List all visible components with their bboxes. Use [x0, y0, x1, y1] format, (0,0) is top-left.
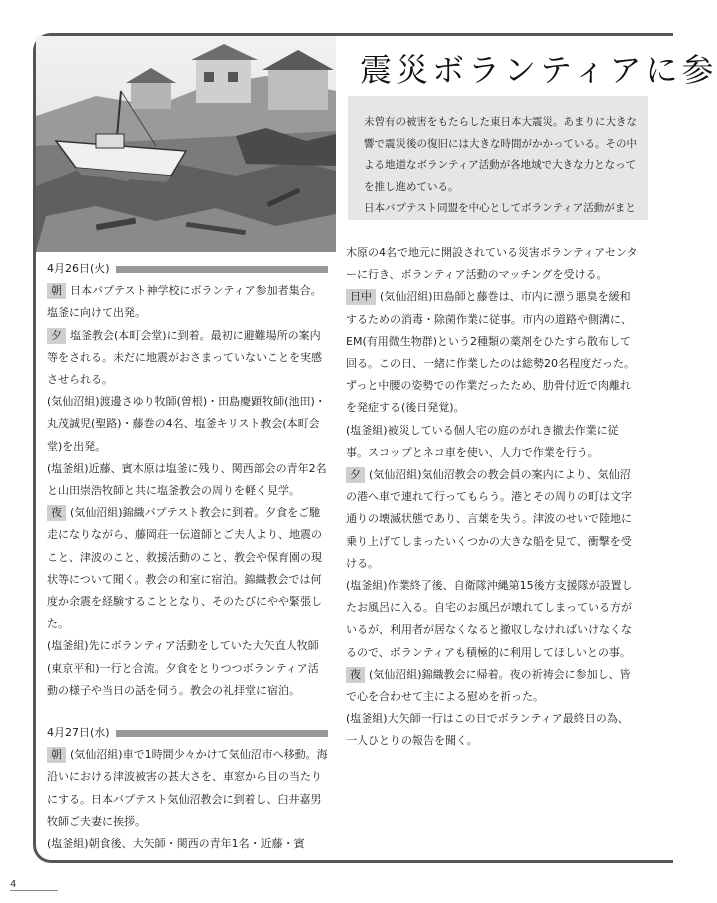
- lead-line: 日本バプテスト同盟を中心としてボランティア活動がまと: [364, 202, 636, 214]
- diary-entry: [47, 502, 328, 635]
- time-tag: 朝: [47, 747, 66, 763]
- diary-entry: [346, 242, 638, 286]
- lead-line: を推し進めている。: [364, 180, 459, 193]
- entry-text: (気仙沼組)錦織バプテスト教会に到着。夕食をご馳走になりながら、藤岡荘一伝道師とご夫人より、地震のこと、津波のこと、救援活動のこと、教会や保育園の現状等について聞く。教会の和室に宿泊。錦織教会では何度か余震を経験することとなり、そのたびにやや緊張した。: [47, 506, 322, 631]
- lead-line: 響で震災後の復旧には大きな時間がかかっている。その中: [364, 137, 637, 150]
- entry-text: (塩釜組)作業終了後、自衛隊沖縄第15後方支援隊が設置したお風呂に入る。自宅のお風呂が壊れてしまっている方がいるが、利用者が居なくなると撤収しなければいけなくなるので、ボランティアも積極的に利用してほしいとの事。: [346, 579, 633, 659]
- page-number-rule: [10, 890, 58, 891]
- right-column: [346, 242, 638, 753]
- diary-entry: [346, 708, 638, 752]
- date-label: 4月27日(水): [47, 726, 110, 740]
- left-column: [47, 258, 328, 855]
- time-tag: 夜: [47, 505, 66, 521]
- entry-text: (塩釜組)大矢師一行はこの日でボランティア最終日の為、一人ひとりの報告を聞く。: [346, 712, 629, 748]
- diary-entry: [47, 635, 328, 702]
- entry-text: (塩釜組)被災している個人宅の庭のがれき撤去作業に従事。スコップとネコ車を使い、人力で作業を行う。: [346, 423, 619, 459]
- date-heading: [47, 258, 328, 280]
- entry-text: 塩釜教会(本町会堂)に到着。最初に避難場所の案内等をされる。未だに地震がおさまっていないことを実感させられる。: [47, 328, 322, 387]
- entry-text: 木原の4名で地元に開設されている災害ボランティアセンターに行き、ボランティア活動のマッチングを受ける。: [346, 246, 638, 282]
- date-label: 4月26日(火): [47, 262, 110, 275]
- disaster-photo: [36, 36, 336, 252]
- date-heading: [47, 722, 328, 744]
- diary-entry: [47, 458, 328, 502]
- diary-entry: [346, 286, 638, 419]
- diary-entry: [346, 464, 638, 575]
- diary-entry: [47, 391, 328, 458]
- entry-text: (塩釜組)先にボランティア活動をしていた大矢直人牧師(東京平和)一行と合流。夕食をとりつつボランティア活動の様子や当日の話を伺う。教会の礼拝堂に宿泊。: [47, 639, 319, 697]
- page-number: 4: [10, 879, 17, 890]
- diary-entry: [47, 325, 328, 392]
- lead-box: [348, 96, 648, 220]
- entry-text: (塩釜組)朝食後、大矢師・関西の青年1名・近藤・賓: [47, 837, 305, 851]
- time-tag: 夕: [346, 467, 365, 483]
- time-tag: 朝: [47, 283, 66, 299]
- date-rule: [116, 730, 328, 737]
- time-tag: 日中: [346, 289, 376, 305]
- entry-text: (気仙沼組)渡邊さゆり牧師(曽根)・田島慶顕牧師(池田)・丸茂誠児(聖路)・藤巻の4名、塩釜キリスト教会(本町会堂)を出発。: [47, 395, 326, 453]
- diary-entry: [346, 420, 638, 464]
- diary-entry: [47, 280, 328, 324]
- lead-line: よる地道なボランティア活動が各地域で大きな力となって: [364, 159, 637, 171]
- diary-entry: [47, 833, 328, 855]
- time-tag: 夜: [346, 667, 365, 683]
- diary-entry: [346, 664, 638, 708]
- diary-entry: [346, 575, 638, 664]
- time-tag: 夕: [47, 328, 66, 344]
- wrecked-boat-image: [36, 36, 336, 252]
- date-rule: [116, 266, 328, 273]
- lead-line: 未曾有の被害をもたらした東日本大震災。あまりに大きな: [364, 116, 637, 128]
- article-title: 震災ボランティアに参: [360, 51, 717, 89]
- entry-text: (塩釜組)近藤、賓木原は塩釜に残り、関西部会の青年2名と山田崇浩牧師と共に塩釜教会の周りを軽く見学。: [47, 461, 327, 498]
- entry-text: (気仙沼組)気仙沼教会の教会員の案内により、気仙沼の港へ車で連れて行ってもらう。港とその周りの町は文字通りの壊滅状態であり、言葉を失う。津波のせいで陸地に乗り上げてしまったいくつかの大きな船を見て、衝撃を受ける。: [346, 468, 632, 570]
- entry-text: 日本バプテスト神学校にボランティア参加者集合。塩釜に向けて出発。: [47, 284, 322, 320]
- diary-entry: [47, 744, 328, 833]
- entry-text: (気仙沼組)錦織教会に帰着。夜の祈祷会に参加し、皆で心を合わせて主による慰めを祈った。: [346, 667, 631, 704]
- entry-text: (気仙沼組)車で1時間少々かけて気仙沼市へ移動。海沿いにおける津波被害の甚大さを、車窓から目の当たりにする。日本バプテスト気仙沼教会に到着し、臼井嘉男牧師ご夫妻に挨拶。: [47, 748, 328, 828]
- entry-text: (気仙沼組)田島師と藤巻は、市内に漂う悪臭を緩和するための消毒・除菌作業に従事。市内の道路や側溝に、EM(有用微生物群)という2種類の薬剤をひたすら散布して回る。この日、一緒に作業したのは総勢20名程度だった。ずっと中腰の姿勢での作業だったため、肋骨付近で肉離れを発症する(後日発覚)。: [346, 290, 635, 415]
